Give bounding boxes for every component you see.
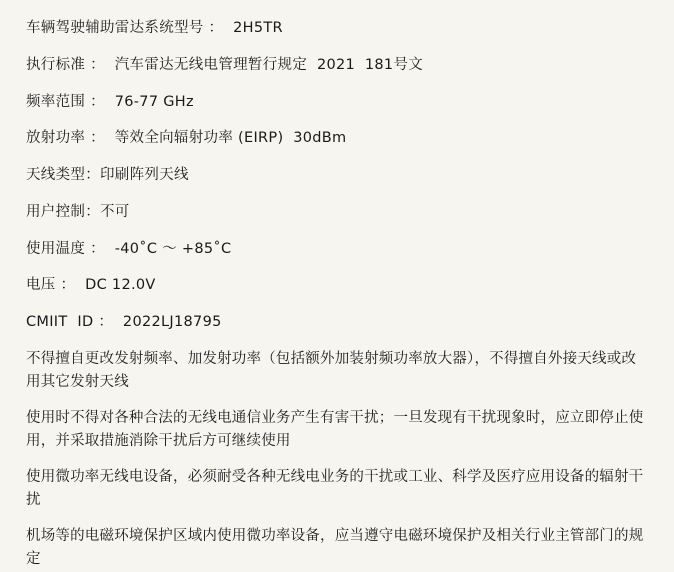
notice-paragraph-harmful-interference: 使用时不得对各种合法的无线电通信业务产生有害干扰；一旦发现有干扰现象时，应立即停止使用，并采取措施消除干扰后方可继续使用 <box>26 409 644 450</box>
notice-paragraph-frequency-modification: 不得擅自更改发射频率、加发射功率（包括额外加装射频功率放大器），不得擅自外接天线或改用其它发射天线 <box>26 350 637 391</box>
spec-line-radiated-power: 放射功率 ： 等效全向辐射功率 (EIRP) 30dBm <box>26 130 347 147</box>
notice-paragraph-airport-protection-zone: 机场等的电磁环境保护区域内使用微功率设备，应当遵守电磁环境保护及相关行业主管部门的规定 <box>26 527 644 568</box>
spec-line-user-control: 用户控制：不可 <box>26 203 130 220</box>
spec-line-antenna-type: 天线类型：印刷阵列天线 <box>26 167 189 183</box>
notice-paragraph-interference-tolerance: 使用微功率无线电设备，必须耐受各种无线电业务的干扰或工业、科学及医疗应用设备的辐射干扰 <box>26 468 644 509</box>
spec-line-operating-temperature: 使用温度 ： -40˚C ～ +85˚C <box>26 240 232 257</box>
spec-line-voltage: 电压 ： DC 12.0V <box>26 277 156 294</box>
spec-line-standard: 执行标准 ： 汽车雷达无线电管理暂行规定 2021 181号文 <box>26 56 424 73</box>
spec-line-frequency-range: 频率范围 ： 76-77 GHz <box>26 93 194 110</box>
spec-line-cmiit-id: CMIIT ID ： 2022LJ18795 <box>26 314 222 330</box>
spec-line-model: 车辆驾驶辅助雷达系统型号 ： 2H5TR <box>26 20 283 36</box>
